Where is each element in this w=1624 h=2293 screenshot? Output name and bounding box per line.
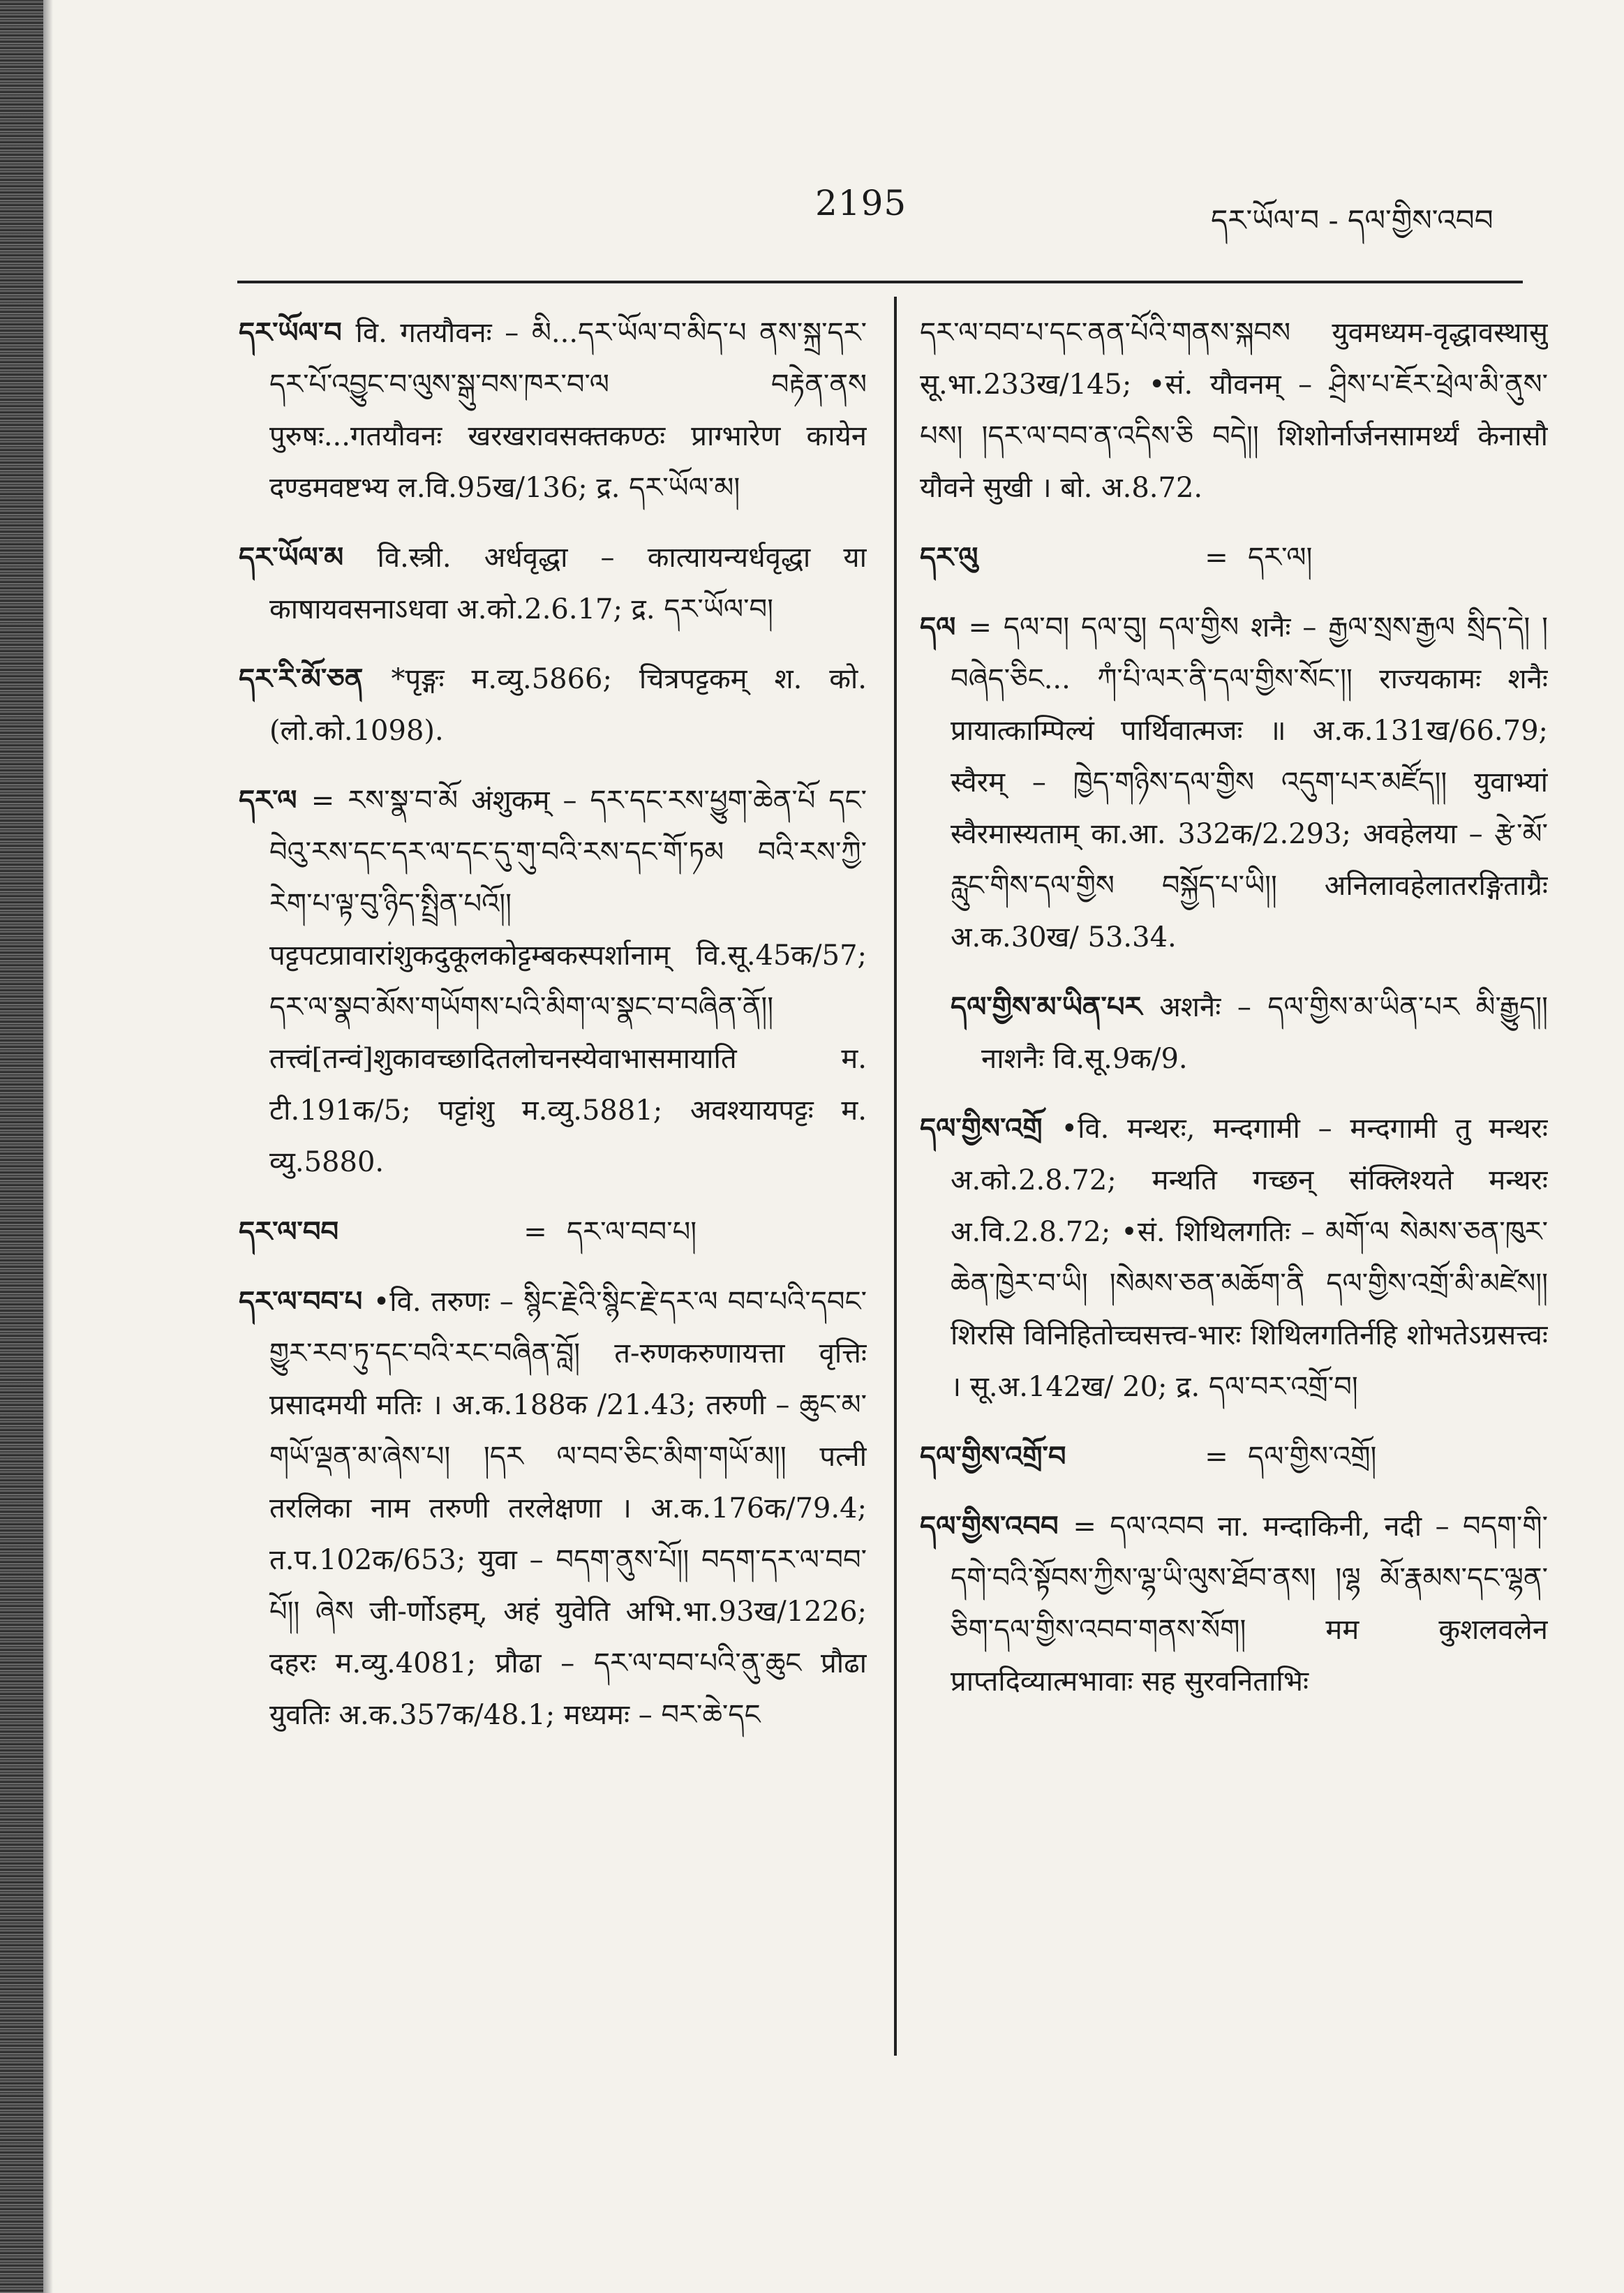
- column-divider: [894, 297, 897, 2056]
- entry-body: དར་ལ་བབ་པ་དང་ནན་པོའི་གནས་སྐབས युवमध्यम-वृद्धावस्थासु सू.भा.233ख/145; •सं. यौवनम् – ཤྲིས་པ་ཇོར་ཕྲེལ་མི་ནུས་པས། །དར་ལ་བབ་ན་འདིས་ཅི བདེ།། शिशोर्नार्जनसामर्थ्यं केनासौ यौवने सुखी । बो. अ.8.72.: [920, 317, 1548, 504]
- cross-reference-term: དལ་གྱིས་འགྲོ་བ: [920, 1440, 1066, 1473]
- dictionary-entry: [239, 1276, 867, 1741]
- entry-headword: དར་ཡོལ་བ: [239, 316, 356, 349]
- dictionary-entry: [239, 532, 867, 635]
- cross-reference-entry: [920, 532, 1548, 584]
- entry-continuation: [920, 307, 1548, 514]
- entry-headword: དར་ལ: [239, 784, 311, 817]
- right-column: [920, 307, 1548, 2192]
- entry-body: वि.स्त्री. अर्धवृद्धा – कात्यायन्यर्धवृद्धा या काषायवसनाऽधवा अ.को.2.6.17; द्र. དར་ཡོལ་བ།: [269, 542, 867, 625]
- entry-body: = དལ་བ། དལ་བུ། དལ་གྱིས शनैः – རྒྱལ་སྲས་རྒྱལ སྲིད་དེ། །བཞེད་ཅིང... ཀཾ་པི་ལར་ནི་དལ་གྱིས་སོང་།། राज्यकामः शनैः प्रायात्काम्पिल्यं पार्थिवात्मजः ॥ अ.क.131ख/66.79; स्वैरम् – ཁྱེད་གཉིས་དལ་གྱིས འདུག་པར་མཛོད།། युवाभ्यां स्वैरमास्यताम् का.आ. 332क/2.293; अवहेलया – རྩེ་མོ་རླུང་གིས་དལ་གྱིས བསྐྱོད་པ་ཡི།། अनिलावहेलातरङ्गिताग्रैः अ.क.30ख/ 53.34.: [951, 611, 1548, 953]
- cross-reference-term: དར་ལུ: [920, 541, 978, 574]
- cross-reference-entry: [920, 1431, 1548, 1483]
- entry-headword: དལ: [920, 611, 969, 644]
- entry-headword: དལ་གྱིས་འབབ: [920, 1510, 1073, 1543]
- cross-reference-target: དར་ལ།: [1248, 542, 1313, 574]
- dictionary-entry: [239, 775, 867, 1188]
- entry-body: •वि. तरुणः – སྙིང་རྗེའི་སྙིང་རྗེ་དར་ལ བབ་པའི་དབང་གྱུར་རབ་ཏུ་དང་བའི་རང་བཞིན་བློ། त-रुणकरुणायत्ता वृत्तिः प्रसादमयी मतिः । अ.क.188क /21.43; तरुणी – ཆུང་མ་གཡོ་ལྡན་མ་ཞེས་པ། །དར ལ་བབ་ཅིང་མིག་གཡོ་མ།། पत्नी तरलिका नाम तरुणी तरलेक्षणा । अ.क.176क/79.4; त.प.102क/653; युवा – བདག་ནུས་པོ།། བདག་དར་ལ་བབ་པོ།། ཞེས जी-र्णोऽहम्, अहं युवेति अभि.भा.93ख/1226; दहरः म.व्यु.4081; प्रौढा – དར་ལ་བབ་པའི་ནུ་ཆུང प्रौढा युवतिः अ.क.357क/48.1; मध्यमः – བར་ཆེ་དང: [269, 1286, 867, 1731]
- dictionary-entry: [920, 602, 1548, 963]
- entry-body: *पृङ्गः म.व्यु.5866; चित्रपट्टकम् श. को. (लो.को.1098).: [269, 663, 867, 747]
- running-head: དར་ཡོལ་བ - དལ་གྱིས་འབབ: [1211, 203, 1493, 237]
- left-column: [239, 307, 867, 2192]
- equals-sign: =: [1205, 1441, 1228, 1473]
- entry-body: वि. गतयौवनः – མི...དར་ཡོལ་བ་མིད་པ ནས་སྐྲ་དར་དར་པོ་འབྱུང་བ་ལུས་སྒུ་བས་ཁར་བ་ལ བརྟེན་ནས पुरुषः...गतयौवनः खरखरावसक्तकण्ठः प्राग्भारेण कायेन दण्डमवष्टभ्य ल.वि.95ख/136; द्र. དར་ཡོལ་མ།: [269, 317, 867, 504]
- binding-edge: [43, 0, 53, 2293]
- dictionary-entry: [920, 1103, 1548, 1413]
- entry-body: •वि. मन्थरः, मन्दगामी – मन्दगामी तु मन्थरः अ.को.2.8.72; मन्थति गच्छन् संक्लिश्यते मन्थरः अ.वि.2.8.72; •सं. शिथिलगतिः – མགོ་ལ སེམས་ཅན་ཁུར་ཆེན་ཁྱེར་བ་ཡི། །སེམས་ཅན་མཆོག་ནི དལ་གྱིས་འགྲོ་མི་མཛེས།། शिरसि विनिहितोच्चसत्त्व-भारः शिथिलगतिर्नहि शोभतेऽग्रसत्त्वः । सू.अ.142ख/ 20; द्र. དལ་བར་འགྲོ་བ།: [951, 1113, 1548, 1403]
- cross-reference-target: དལ་གྱིས་འགྲོ།: [1248, 1441, 1377, 1473]
- equals-sign: =: [1205, 542, 1228, 574]
- entry-body: = རས་སྣ་བ་མོ अंशुकम् – དར་དང་རས་ཕྱུག་ཆེན་པོ དང་བེའུ་རས་དང་དར་ལ་དང་དུ་གུ་བའི་རས་དང་གོ་ཏམ བའི་རས་ཀྱི་རེག་པ་ལྟ་བུ་ཉིད་སྤྲིན་པའོ།། पट्टपटप्रावारांशुकदुकूलकोट्टम्बकस्पर्शानाम् वि.सू.45क/57; དར་ལ་སྣབ་མོས་གཡོགས་པའི་མིག་ལ་སྣང་བ་བཞིན་ནོ།། तत्त्वं[तन्वं]शुकावच्छादितलोचनस्येवाभासमायाति म. टी.191क/5; पट्टांशु म.व्यु.5881; अवश्यायपट्टः म. व्यु.5880.: [269, 785, 867, 1178]
- dictionary-entry: [920, 1501, 1548, 1707]
- cross-reference-target: དར་ལ་བབ་པ།: [567, 1216, 697, 1248]
- cross-reference-term: དར་ལ་བབ: [239, 1215, 339, 1248]
- entry-body: अशनैः – དལ་གྱིས་མ་ཡིན་པར མི་རྒྱུད།། नाशनैः वि.सू.9क/9.: [981, 991, 1548, 1075]
- entry-body: = དལ་འབབ ना. मन्दाकिनी, नदी – བདག་གི་དགེ་བའི་སྟོབས་ཀྱིས་ལྷ་ཡི་ལུས་ཐོབ་ནས། །ལྷ མོ་རྣམས་དང་ལྷན་ཅིག་དལ་གྱིས་འབབ་གནས་སོག། मम कुशलवलेन प्राप्तदिव्यात्मभावाः सह सुरवनिताभिः: [951, 1511, 1548, 1698]
- dictionary-entry: [920, 981, 1548, 1085]
- entry-headword: དལ་གྱིས་མ་ཡིན་པར: [951, 990, 1160, 1023]
- book-binding-shadow: [0, 0, 43, 2293]
- dictionary-entry: [239, 653, 867, 757]
- entry-headword: དལ་གྱིས་འགྲོ: [920, 1112, 1061, 1145]
- entry-headword: དར་ལ་བབ་པ: [239, 1285, 373, 1318]
- cross-reference-entry: [239, 1206, 867, 1258]
- dictionary-entry: [239, 307, 867, 514]
- page-number: 2195: [815, 183, 907, 223]
- entry-headword: དར་ཡོལ་མ: [239, 541, 378, 574]
- equals-sign: =: [523, 1216, 547, 1248]
- header-rule: [237, 281, 1523, 283]
- entry-headword: དར་རི་མོ་ཅན: [239, 662, 392, 695]
